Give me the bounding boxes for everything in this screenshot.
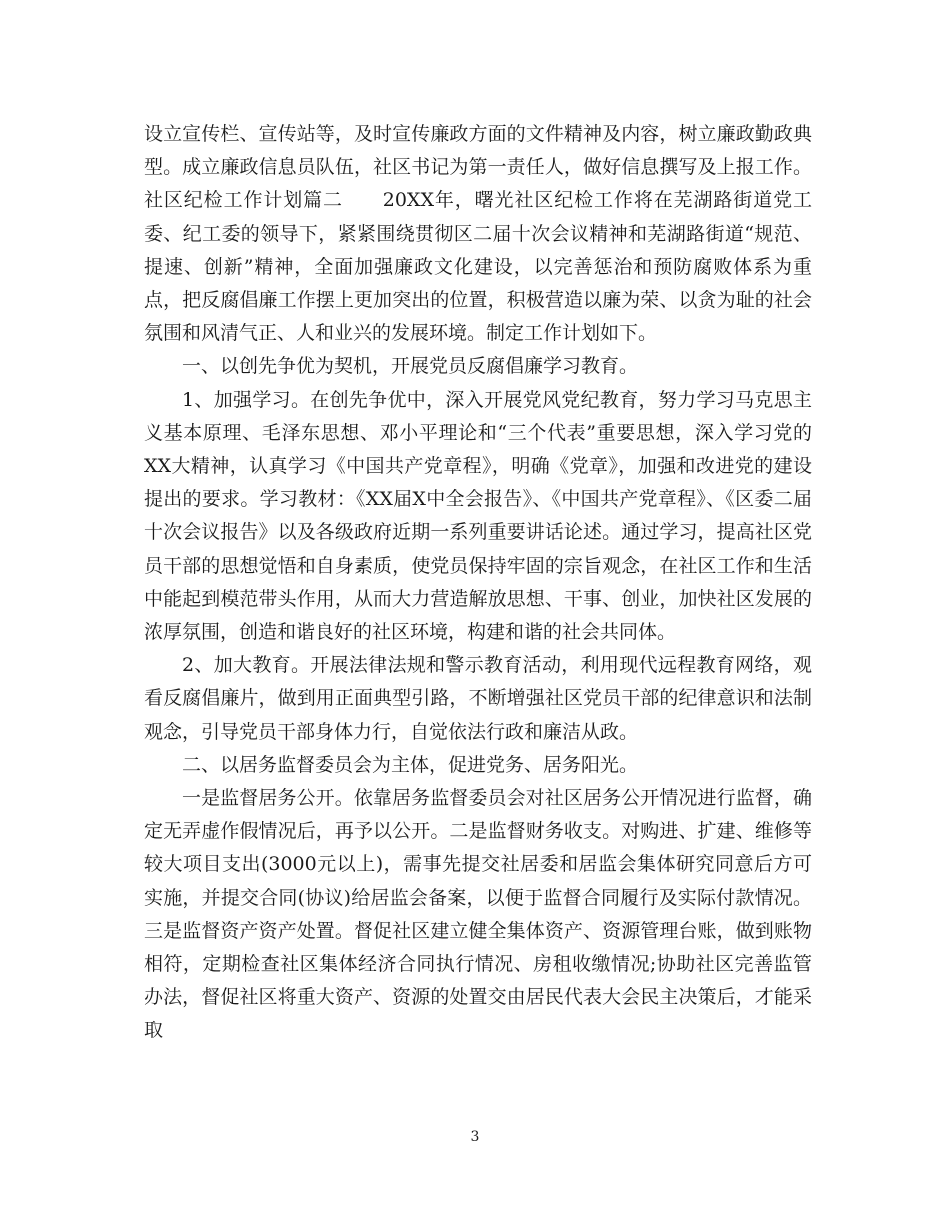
page-number: 3 — [470, 1129, 480, 1145]
paragraph-intro: 设立宣传栏、宣传站等，及时宣传廉政方面的文件精神及内容，树立廉政勤政典型。成立廉政信息员队伍，社区书记为第一责任人，做好信息撰写及上报工作。社区纪检工作计划篇二 20XX年，曙光社区纪检工作将在芜湖路街道党工委、纪工委的领导下，紧紧围绕贯彻区二届十次会议精神和芜湖路街道“规范、提速、创新”精神，全面加强廉政文化建设，以完善惩治和预防腐败体系为重点，把反腐倡廉工作摆上更加突出的位置，积极营造以廉为荣、以贪为耻的社会氛围和风清气正、人和业兴的发展环境。制定工作计划如下。 — [144, 123, 812, 345]
section-heading-2: 二、以居务监督委员会为主体，促进党务、居务阳光。 — [182, 753, 639, 776]
paragraph-education: 2、加大教育。开展法律法规和警示教育活动，利用现代远程教育网络，观看反腐倡廉片，做到用正面典型引路，不断增强社区党员干部的纪律意识和法制观念，引导党员干部身体力行，自觉依法行政和廉洁从政。 — [144, 654, 812, 743]
paragraph-supervision: 一是监督居务公开。依靠居务监督委员会对社区居务公开情况进行监督，确定无弄虚作假情况后，再予以公开。二是监督财务收支。对购进、扩建、维修等较大项目支出(3000元以上)，需事先提交社居委和居监会集体研究同意后方可实施，并提交合同(协议)给居监会备案，以便于监督合同履行及实际付款情况。三是监督资产资产处置。督促社区建立健全集体资产、资源管理台账，做到账物相符，定期检查社区集体经济合同执行情况、房租收缴情况;协助社区完善监管办法，督促社区将重大资产、资源的处置交由居民代表大会民主决策后，才能采取 — [144, 787, 812, 1042]
body-text — [144, 118, 812, 1048]
section-heading-1: 一、以创先争优为契机，开展党员反腐倡廉学习教育。 — [182, 355, 639, 378]
paragraph-study: 1、加强学习。在创先争优中，深入开展党风党纪教育，努力学习马克思主义基本原理、毛泽东思想、邓小平理论和“三个代表”重要思想，深入学习党的XX大精神，认真学习《中国共产党章程》，明确《党章》，加强和改进党的建设提出的要求。学习教材：《XX届X中全会报告》、《中国共产党章程》、《区委二届十次会议报告》以及各级政府近期一系列重要讲话论述。通过学习，提高社区党员干部的思想觉悟和自身素质，使党员保持牢固的宗旨观念，在社区工作和生活中能起到模范带头作用，从而大力营造解放思想、干事、创业，加快社区发展的浓厚氛围，创造和谐良好的社区环境，构建和谐的社会共同体。 — [144, 388, 812, 644]
